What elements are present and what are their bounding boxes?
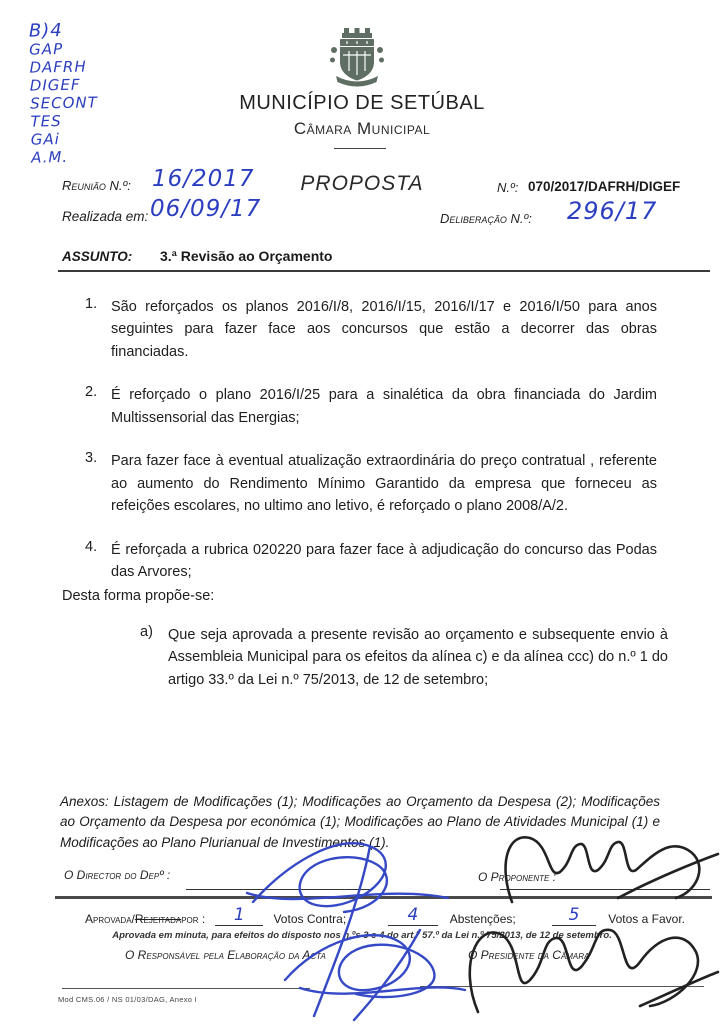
item-text: São reforçados os planos 2016/I/8, 2016/I/15, 2016/I/17 e 2016/I/50 para anos seguintes para fazer face aos concursos que estão a decorrer das obras financiadas. xyxy=(111,299,657,360)
margin-note: A.M. xyxy=(30,147,69,167)
chamber-subtitle: Câmara Municipal xyxy=(293,119,431,138)
director-signature-line xyxy=(186,889,370,890)
header-divider xyxy=(334,148,386,149)
subject-label: ASSUNTO: xyxy=(62,249,133,264)
margin-note: TES xyxy=(30,112,62,131)
director-signature-label: O Director do Depº : xyxy=(64,868,171,882)
margin-note: DAFRH xyxy=(29,57,87,77)
votes-against-slot xyxy=(215,905,263,926)
held-on-date-handwritten: 06/09/17 xyxy=(150,196,262,222)
municipal-crest-icon xyxy=(327,27,387,89)
proposal-heading: PROPOSTA xyxy=(300,172,424,195)
proposal-intro: Desta forma propõe-se: xyxy=(62,588,215,604)
margin-note: SECONT xyxy=(30,93,98,113)
votes-against-handwritten: 1 xyxy=(233,905,245,925)
votes-against-label: Votos Contra; xyxy=(273,912,347,926)
mayor-signature-scribble xyxy=(470,930,718,1012)
annexes-paragraph: Anexos: Listagem de Modificações (1); Modificações ao Orçamento da Despesa (2); Modificações ao Orçamento da Despesa por económica (1); Modificações ao Plano de Atividades Municipal (1) e Modificações ao Plano Plurianual de Investimentos (1). xyxy=(60,794,660,850)
proposal-number-label: N.º: xyxy=(497,180,519,195)
item-text: É reforçado o plano 2016/I/25 para a sinalética da obra financiada do Jardim Multissensorial das Energias; xyxy=(111,387,657,426)
section-divider xyxy=(55,896,712,899)
approved-label: Aprovada xyxy=(85,912,132,926)
deliberation-number-handwritten: 296/17 xyxy=(567,197,658,225)
form-reference-footer: Mod CMS.06 / NS 01/03/DAG, Anexo I xyxy=(58,995,198,1004)
margin-note: GAi xyxy=(30,130,61,149)
proponent-signature-line xyxy=(500,889,710,890)
item-letter: a) xyxy=(140,624,153,640)
proponent-signature-label: O Proponente : xyxy=(478,870,557,884)
proposal-lettered-list xyxy=(140,624,668,691)
minutes-writer-signature-line xyxy=(62,988,310,989)
item-number: 1. xyxy=(85,296,98,312)
item-text: É reforçada a rubrica 020220 para fazer face à adjudicação do concurso das Podas das Arvores; xyxy=(111,541,657,581)
meeting-number-value-handwritten: 16/2017 xyxy=(152,166,255,192)
list-item xyxy=(85,450,657,517)
minuta-note: Aprovada em minuta, para efeitos do disposto nos n.ºs 3 e 4 do art.º 57.º da Lei n.º 75/2013, de 12 de setembro. xyxy=(112,930,612,941)
margin-note: B)4 xyxy=(28,20,63,42)
list-item xyxy=(85,296,657,363)
list-item xyxy=(85,384,657,429)
item-number: 4. xyxy=(85,538,98,555)
votes-for-handwritten: 5 xyxy=(568,905,580,925)
margin-note: GAP xyxy=(29,40,64,59)
list-item xyxy=(85,539,657,584)
proposal-number-value: 070/2017/DAFRH/DIGEF xyxy=(528,179,681,194)
abstentions-handwritten: 4 xyxy=(407,905,419,925)
list-item xyxy=(140,624,668,691)
municipality-title: MUNICÍPIO DE SETÚBAL xyxy=(239,92,485,114)
item-number: 2. xyxy=(85,384,98,401)
body-numbered-list xyxy=(85,296,657,605)
deliberation-number-label: Deliberação N.º: xyxy=(440,211,532,226)
rejected-label-struck: Rejeitada xyxy=(134,912,182,926)
subject-value: 3.ª Revisão ao Orçamento xyxy=(160,248,333,264)
minutes-writer-signature-scribble xyxy=(285,930,465,1020)
voting-row xyxy=(85,905,685,926)
item-text: Que seja aprovada a presente revisão ao orçamento e subsequente envio à Assembleia Municipal para os efeitos da alínea c) e da alínea ccc) do n.º 1 do artigo 33.º da Lei n.º 75/2013, de 12 de setembro; xyxy=(168,627,668,688)
abstentions-label: Abstenções; xyxy=(449,912,516,926)
votes-for-slot xyxy=(552,905,597,926)
separator: / xyxy=(131,912,135,926)
by-label: por : xyxy=(181,912,206,926)
subject-divider xyxy=(58,270,710,272)
margin-note: DIGEF xyxy=(29,75,81,95)
item-number: 3. xyxy=(85,450,98,467)
mayor-label: O Presidente da Câmara xyxy=(468,948,590,962)
mayor-signature-line xyxy=(420,986,704,987)
abstentions-slot xyxy=(388,905,438,926)
meeting-number-label: Reunião N.º: xyxy=(62,178,131,193)
minutes-writer-label: O Responsável pela Elaboração da Acta xyxy=(125,948,326,962)
votes-for-label: Votos a Favor. xyxy=(608,912,685,926)
item-text: Para fazer face à eventual atualização extraordinária do preço contratual , referente ao aumento do Rendimento Mínimo Garantido da empresa que forneceu as refeições escolares, no ultimo ano letivo, é reforçado o plano 2008/A/2. xyxy=(111,453,657,515)
held-on-label: Realizada em: xyxy=(62,209,149,224)
